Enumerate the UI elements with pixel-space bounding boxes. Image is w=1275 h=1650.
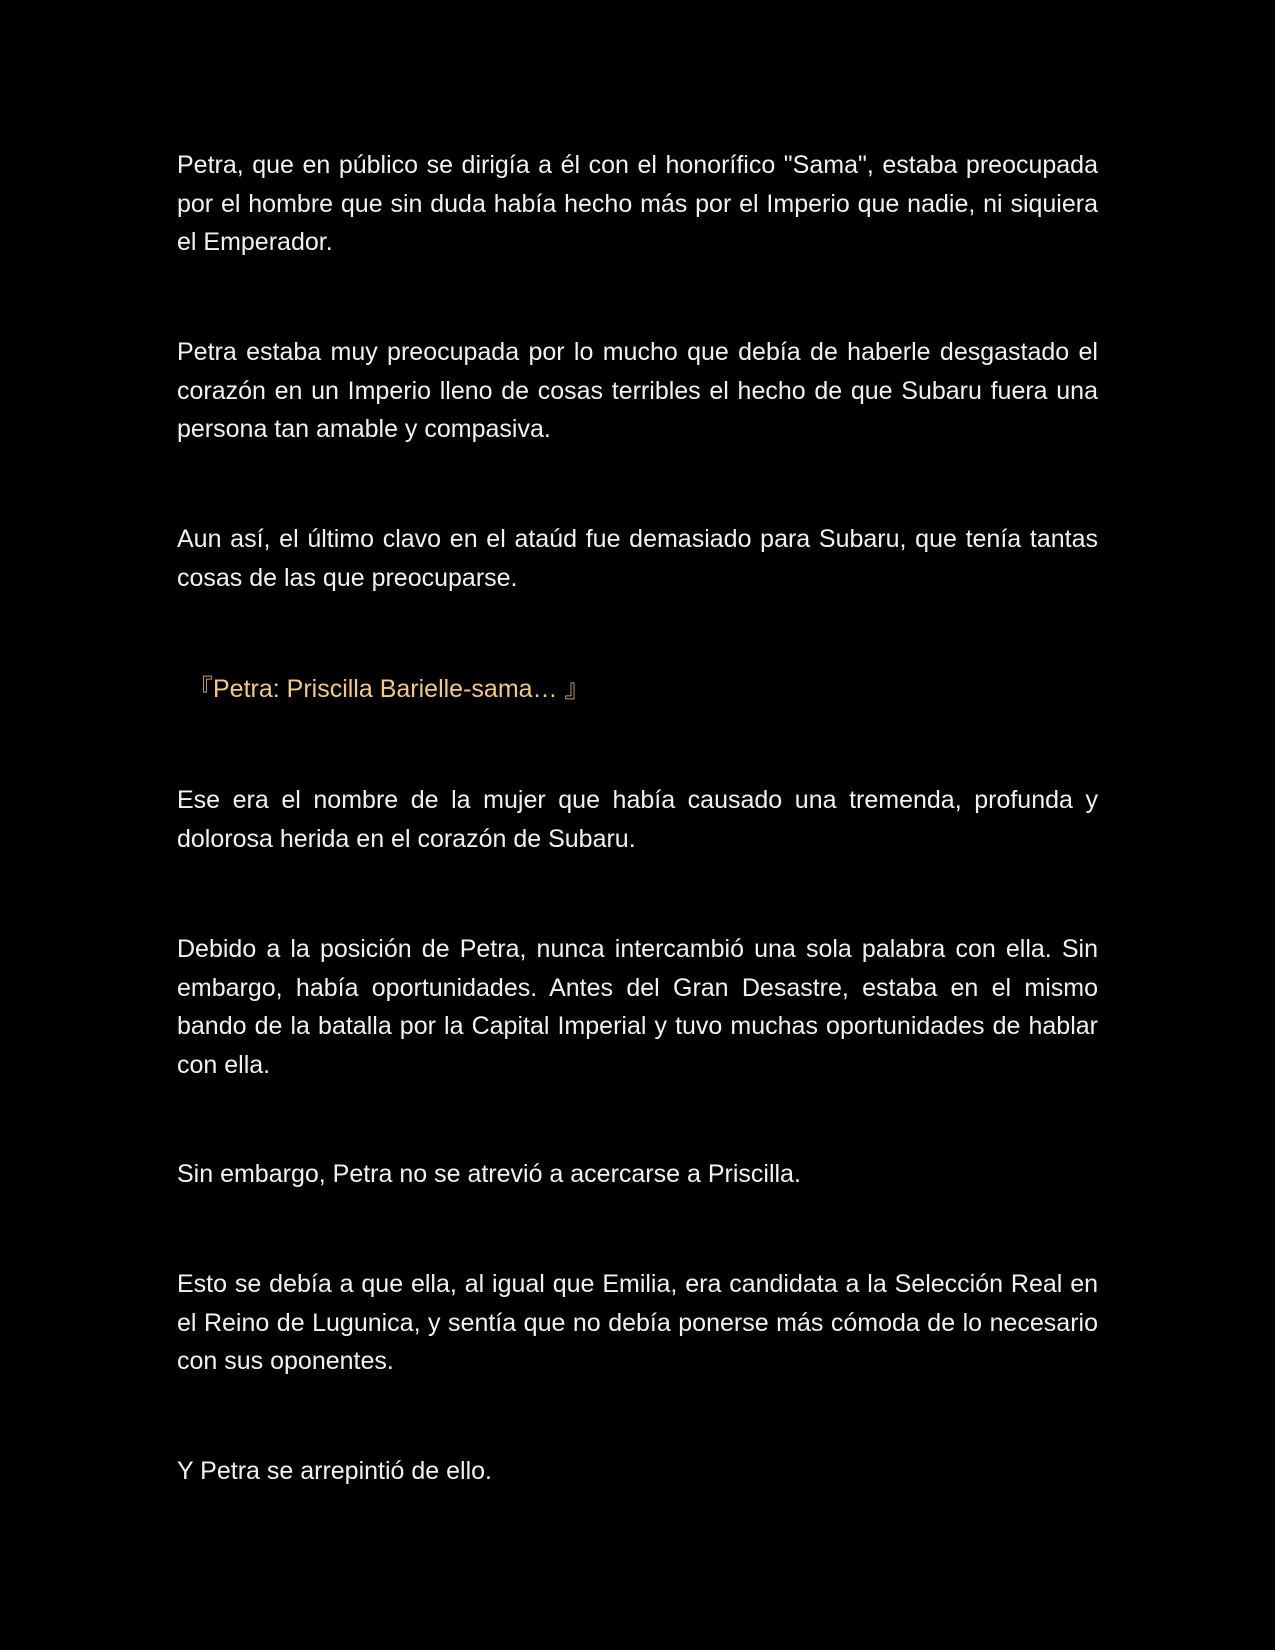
- paragraph-1: Petra, que en público se dirigía a él con el honorífico "Sama", estaba preocupada por el hombre que sin duda había hecho más por el Imperio que nadie, ni siquiera el Emperador.: [177, 151, 1098, 256]
- paragraph-5: Debido a la posición de Petra, nunca intercambió una sola palabra con ella. Sin embargo, había oportunidades. Antes del Gran Desastre, estaba en el mismo bando de la batalla por la Capital Imperial y tuvo muchas oportunidades de hablar con ella.: [177, 935, 1098, 1079]
- paragraph-6: Sin embargo, Petra no se atrevió a acercarse a Priscilla.: [177, 1160, 801, 1188]
- paragraph-4: Ese era el nombre de la mujer que había causado una tremenda, profunda y dolorosa herida en el corazón de Subaru.: [177, 786, 1098, 853]
- dialogue-line: 『Petra: Priscilla Barielle-sama… 』: [188, 675, 590, 703]
- paragraph-2: Petra estaba muy preocupada por lo mucho que debía de haberle desgastado el corazón en un Imperio lleno de cosas terribles el hecho de que Subaru fuera una persona tan amable y compasiva.: [177, 338, 1098, 443]
- paragraph-8: Y Petra se arrepintió de ello.: [177, 1457, 493, 1485]
- paragraph-3: Aun así, el último clavo en el ataúd fue demasiado para Subaru, que tenía tantas cosas de las que preocuparse.: [177, 525, 1098, 592]
- paragraph-7: Esto se debía a que ella, al igual que Emilia, era candidata a la Selección Real en el Reino de Lugunica, y sentía que no debía ponerse más cómoda de lo necesario con sus oponentes.: [177, 1270, 1098, 1375]
